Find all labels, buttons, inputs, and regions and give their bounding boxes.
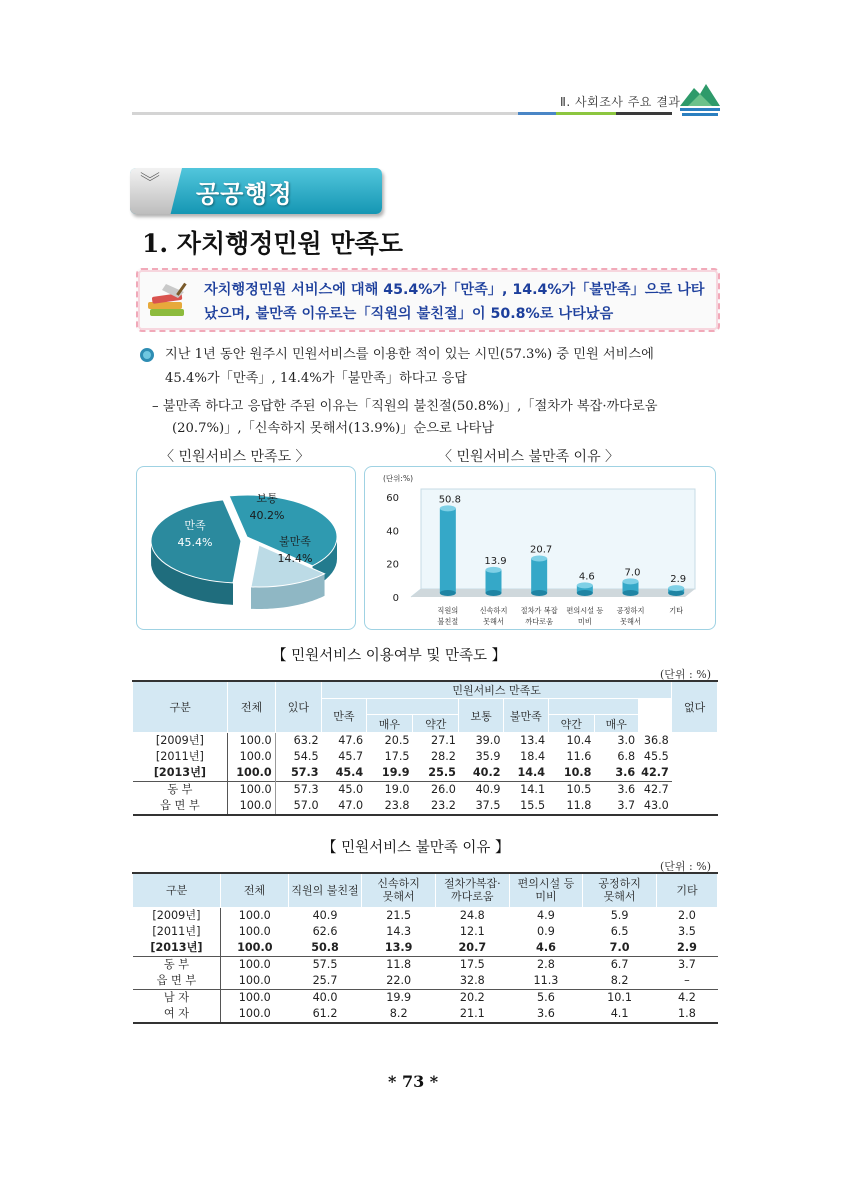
bar-top-4 [623,578,639,584]
table2-cell: 5.6 [509,989,583,1006]
table1-cell: 10.4 [566,734,592,747]
th-normal: 보통 [459,699,504,733]
table1-cell: 45.0 [322,782,367,799]
table1-cell: 57.3 [275,782,321,799]
table2-row-label: [2011년] [133,924,221,940]
table1-cell: 47.0 [338,799,364,812]
th-very: 매우 [366,715,412,733]
bar-value-0: 50.8 [438,494,461,506]
table2-cell: 8.2 [610,973,629,987]
table2-cell: 14.3 [386,924,412,938]
table2-header: 공정하지 못해서 [583,873,657,907]
table1-unit: (단위 : %) [660,668,711,681]
bar-base-2 [531,590,547,596]
table2-cell: 17.5 [435,956,509,973]
table1-cell: 19.9 [381,766,410,779]
bar-base-1 [486,590,502,596]
table2-row-label: [2009년] [133,907,221,924]
table2-cell: 5.9 [610,908,629,922]
table1-row-label: [2013년] [133,765,228,782]
summary-line-2: 났으며, 불만족 이유로는「직원의 불친절」이 50.8%로 나타났음 [204,306,614,322]
x-tick-5-0: 기타 [669,606,684,615]
table1-cell: 27.1 [430,734,456,747]
paragraph-1-line-2: 45.4%가「만족」, 14.4%가「불만족」하다고 응답 [165,371,467,386]
bar-top-5 [668,585,684,591]
table1-row-label: 동 부 [133,782,228,799]
table1-cell: 23.2 [430,799,456,812]
th-some: 약간 [413,715,459,733]
table1-cell: 45.7 [338,750,364,763]
table2-cell: 20.2 [435,989,509,1006]
table1-cell: 20.5 [384,734,410,747]
pie-value-2: 14.4% [277,552,313,565]
books-icon [144,280,190,320]
bar-value-4: 7.0 [624,567,641,579]
table2-cell: 24.8 [459,908,485,922]
table2-cell: 3.6 [537,1006,555,1020]
table1-cell: 100.0 [228,733,275,750]
table1-cell: 39.0 [475,734,501,747]
table1-cell: 42.7 [641,766,669,779]
th-unsat: 불만족 [503,699,548,733]
bar-value-5: 2.9 [670,574,687,586]
table1-cell: 37.5 [475,799,501,812]
table2-cell: 61.2 [312,1006,338,1020]
pie-chart-frame [136,466,356,630]
table1-row [133,765,718,782]
table1-title: 【 민원서비스 이용여부 및 만족도 】 [272,648,507,664]
running-header: Ⅱ. 사회조사 주요 결과 [560,95,681,109]
satisfaction-table [132,680,718,816]
table2-cell: 22.0 [386,973,412,987]
table2-cell: 25.7 [312,973,338,987]
bar-chart-frame [364,466,716,630]
summary-text [204,278,709,326]
table2-row [133,1006,718,1023]
table1-cell: 28.2 [430,750,456,763]
table2-cell: 8.2 [389,1006,408,1020]
bar-2 [531,559,547,594]
table1-cell: 40.9 [459,782,504,799]
table2-cell: 100.0 [238,973,271,987]
table2-cell: 4.6 [536,940,556,954]
table2-cell: 10.1 [583,989,657,1006]
bar-value-3: 4.6 [578,571,595,583]
table1-cell: 11.6 [566,750,592,763]
pie-label-0: 만족 [184,519,206,532]
table1-cell: 15.5 [520,799,546,812]
table2-header: 신속하지 못해서 [362,873,436,907]
table1-cell: 10.5 [548,782,594,799]
table1-row-label: [2009년] [133,733,228,750]
table1-cell: 45.4 [335,766,364,779]
table2-cell: 1.8 [678,1006,696,1020]
pie-value-1: 40.2% [249,509,285,522]
y-tick-0: 0 [392,593,399,604]
paragraph-2-line-2: (20.7%)」,「신속하지 못해서(13.9%)」순으로 나타남 [172,421,495,436]
table1-cell: 6.8 [617,750,636,763]
table1-cell: 35.9 [475,750,501,763]
table2-title: 【 민원서비스 불만족 이유 】 [322,840,510,856]
table2-cell: 32.8 [459,973,485,987]
table2-cell: 62.6 [312,924,338,938]
bar-top-2 [531,556,547,562]
table1-cell: 17.5 [384,750,410,763]
table2-row-label: [2013년] [133,940,221,957]
table2-unit: (단위 : %) [660,860,711,873]
summary-line-1: 자치행정민원 서비스에 대해 45.4%가「만족」, 14.4%가「불만족」으로 나타 [204,282,705,298]
table2-row-label: 여 자 [133,1006,221,1023]
header-rule-dark [616,112,672,115]
table2-cell: 6.5 [610,924,629,938]
table2-cell: 20.7 [458,940,487,954]
table2-cell: 100.0 [238,1006,271,1020]
table1-cell: 57.3 [290,766,319,779]
table1-cell: 3.6 [594,782,638,799]
pie-value-0: 45.4% [177,536,213,549]
pie-label-1: 보통 [256,492,278,505]
x-tick-4-1: 못해서 [620,617,641,626]
y-tick-1: 20 [386,559,399,571]
table1-cell: 47.6 [338,734,364,747]
y-tick-3: 60 [386,493,399,504]
x-tick-0-1: 불친절 [437,617,459,626]
table2-cell: 50.8 [311,940,339,954]
bar-base-0 [440,590,456,596]
th-no: 없다 [672,681,718,733]
double-chevron-icon: ︾ [140,170,160,194]
bar-top-1 [486,567,502,573]
table2-cell: 3.7 [656,956,717,973]
table2-row [133,973,718,990]
table1-row [133,749,718,765]
table2-cell: 100.0 [237,940,273,954]
table2-cell: 100.0 [238,924,271,938]
table2-row-label: 남 자 [133,989,221,1006]
pie-label-2: 불만족 [279,535,311,548]
table1-cell: 3.6 [615,766,636,779]
x-tick-1-1: 못해서 [483,617,504,626]
table2-cell: 57.5 [288,956,362,973]
table1-row [133,733,718,750]
bar-top-0 [440,505,456,511]
th-unsat-sub [548,699,638,715]
paragraph-1-line-1: 지난 1년 동안 원주시 민원서비스를 이용한 적이 있는 시민(57.3%) 중 민원 서비스에 [165,347,654,362]
bar-0 [440,508,456,593]
table1-cell: 23.8 [384,799,410,812]
x-tick-3-1: 미비 [577,617,592,626]
table2-cell: 3.5 [678,924,696,938]
table1-cell: 3.7 [617,799,636,812]
table1-cell: 13.4 [520,734,546,747]
table2-header: 기타 [656,873,717,907]
table1-cell: 57.0 [293,799,319,812]
x-tick-1-0: 신속하지 [479,606,508,615]
table2-cell: 7.0 [609,940,630,954]
section-title: 공공행정 [196,180,293,208]
table1-cell: 54.5 [293,750,319,763]
table2-cell: 21.1 [459,1006,485,1020]
table2-cell: 100.0 [221,956,288,973]
paragraph-2-line-1: – 불만족 하다고 응답한 주된 이유는「직원의 불친절(50.8%)」,「절차가 복잡·까다로움 [152,399,658,414]
table1-cell: 25.5 [428,766,456,779]
table2-cell: 100.0 [238,908,271,922]
table1-row [133,782,718,799]
table1-cell: 42.7 [638,782,672,799]
th-total: 전체 [228,681,275,733]
table2-row [133,924,718,940]
table1-cell: 63.2 [293,734,319,747]
table2-cell: 19.9 [362,989,436,1006]
table1-cell: 19.0 [366,782,412,799]
page-title: 1. 자치행정민원 만족도 [142,229,403,258]
x-tick-2-1: 까다로움 [525,617,554,626]
th-yes: 있다 [275,681,321,733]
table1-cell: 43.0 [643,799,669,812]
bar-base-3 [577,590,593,596]
x-tick-2-0: 절차가 복잡 [520,606,558,615]
table1-cell: 100.0 [228,798,275,815]
table2-cell: 40.0 [288,989,362,1006]
mountain-logo-icon [678,80,722,120]
bar-top-3 [577,582,593,588]
bar-1 [486,570,502,593]
table1-cell: 10.8 [563,766,592,779]
bullet-icon [140,348,154,362]
table2-header: 절차가복잡· 까다로움 [435,873,509,907]
table2-header: 전체 [221,873,288,907]
table2-row [133,907,718,924]
dissatisfaction-table [132,872,718,1024]
table1-cell: 11.8 [566,799,592,812]
table2-cell: 4.2 [656,989,717,1006]
table1-cell: 3.0 [617,734,636,747]
th-sat-sub [366,699,459,715]
x-tick-0-0: 직원의 [437,606,459,615]
table1-cell: 45.5 [643,750,669,763]
table2-cell: 100.0 [221,989,288,1006]
th-gubun: 구분 [133,681,228,733]
table2-cell: 2.8 [509,956,583,973]
th-some2: 약간 [548,715,594,733]
table2-cell: 2.9 [677,940,697,954]
pie-chart [137,467,357,631]
table1-row [133,798,718,815]
bar-value-2: 20.7 [530,544,553,556]
table2-cell: 13.9 [384,940,413,954]
page-number: * 73 * [388,1072,439,1091]
table1-cell: 100.0 [228,765,275,782]
header-rule-green [556,112,616,115]
table2-row [133,940,718,957]
table2-cell: – [684,973,690,987]
header-rule-blue [518,112,556,115]
th-sat: 만족 [322,699,367,733]
table1-cell: 40.2 [472,766,501,779]
table2-header: 직원의 불친절 [288,873,362,907]
table2-cell: 0.9 [537,924,555,938]
table1-cell: 100.0 [228,749,275,765]
th-group: 민원서비스 만족도 [322,681,672,699]
y-tick-2: 40 [386,526,399,538]
table1-row-label: [2011년] [133,749,228,765]
pie-chart-title: 〈 민원서비스 만족도 〉 [160,449,310,465]
th-very2: 매우 [594,715,638,733]
table2-row [133,956,718,973]
table1-cell: 26.0 [413,782,459,799]
bar-chart-title: 〈 민원서비스 불만족 이유 〉 [438,449,620,465]
table2-cell: 11.3 [533,973,559,987]
table2-row-label: 읍 면 부 [133,973,221,990]
table1-cell: 100.0 [228,782,275,799]
table1-cell: 14.4 [517,766,546,779]
bar-base-4 [623,590,639,596]
table2-cell: 4.9 [537,908,555,922]
table2-row-label: 동 부 [133,956,221,973]
bar-unit-label: (단위:%) [383,474,413,483]
x-tick-4-0: 공정하지 [616,606,645,615]
table2-cell: 21.5 [386,908,412,922]
table2-cell: 40.9 [312,908,338,922]
table1-cell: 18.4 [520,750,546,763]
table2-cell: 11.8 [362,956,436,973]
table2-row [133,989,718,1006]
table2-header: 편의시설 등 미비 [509,873,583,907]
table1-cell: 14.1 [503,782,548,799]
x-tick-3-0: 편의시설 등 [566,606,604,615]
table2-cell: 6.7 [583,956,657,973]
bar-value-1: 13.9 [484,555,507,567]
table1-cell: 36.8 [643,733,669,747]
table2-cell: 2.0 [678,908,696,922]
bar-chart [365,467,717,631]
table2-cell: 4.1 [610,1006,629,1020]
table1-row-label: 읍 면 부 [133,798,228,815]
table2-header: 구분 [133,873,221,907]
table2-cell: 12.1 [459,924,485,938]
